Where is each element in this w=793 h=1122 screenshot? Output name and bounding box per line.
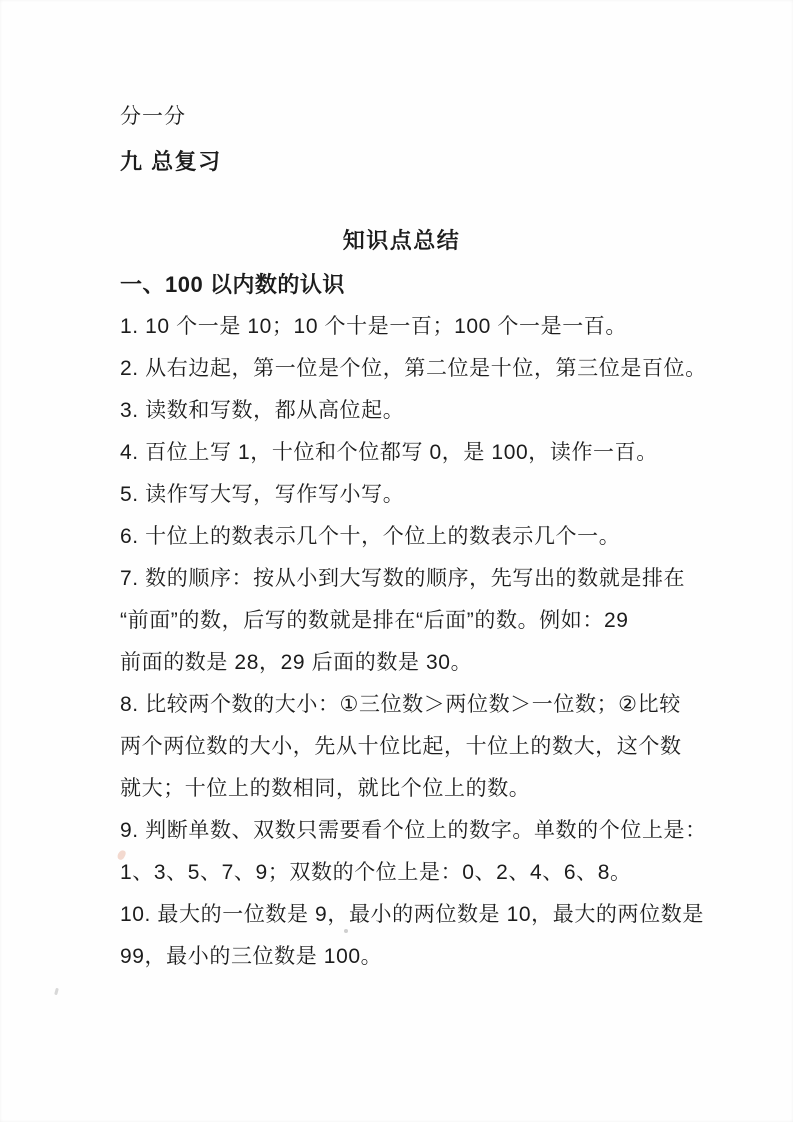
knowledge-point-7-line-2: “前面”的数，后写的数就是排在“后面”的数。例如：29 bbox=[120, 609, 629, 632]
section-heading: 一、100 以内数的认识 bbox=[120, 272, 345, 297]
chapter-heading: 九 总复习 bbox=[120, 149, 222, 174]
scan-artifact bbox=[344, 929, 348, 933]
knowledge-point-7-line-3: 前面的数是 28，29 后面的数是 30。 bbox=[120, 651, 473, 674]
knowledge-point-8-line-2: 两个两位数的大小，先从十位比起，十位上的数大，这个数 bbox=[120, 735, 682, 758]
page-title: 知识点总结 bbox=[342, 228, 461, 253]
knowledge-point-1-line: 1. 10 个一是 10；10 个十是一百；100 个一是一百。 bbox=[120, 315, 627, 338]
knowledge-point-5-line: 5. 读作写大写，写作写小写。 bbox=[120, 483, 405, 506]
knowledge-point-9-line-1: 9. 判断单数、双数只需要看个位上的数字。单数的个位上是： bbox=[120, 819, 707, 842]
knowledge-point-2-line: 2. 从右边起，第一位是个位，第二位是十位，第三位是百位。 bbox=[120, 357, 707, 380]
knowledge-point-4-line: 4. 百位上写 1，十位和个位都写 0，是 100，读作一百。 bbox=[120, 441, 658, 464]
knowledge-point-10-line-2: 99，最小的三位数是 100。 bbox=[120, 945, 383, 968]
scan-artifact bbox=[54, 988, 59, 996]
paragraph-fen-yi-fen: 分一分 bbox=[120, 105, 186, 128]
knowledge-point-8-line-1: 8. 比较两个数的大小：①三位数＞两位数＞一位数；②比较 bbox=[120, 693, 681, 716]
knowledge-points-list bbox=[120, 306, 707, 978]
knowledge-point-8-line-3: 就大；十位上的数相同，就比个位上的数。 bbox=[120, 777, 531, 800]
knowledge-point-10-line-1: 10. 最大的一位数是 9，最小的两位数是 10，最大的两位数是 bbox=[120, 903, 704, 926]
knowledge-point-3-line: 3. 读数和写数，都从高位起。 bbox=[120, 399, 405, 422]
knowledge-point-9-line-2: 1、3、5、7、9；双数的个位上是：0、2、4、6、8。 bbox=[120, 861, 632, 884]
knowledge-point-7-line-1: 7. 数的顺序：按从小到大写数的顺序，先写出的数就是排在 bbox=[120, 567, 686, 590]
knowledge-point-6-line: 6. 十位上的数表示几个十，个位上的数表示几个一。 bbox=[120, 525, 621, 548]
